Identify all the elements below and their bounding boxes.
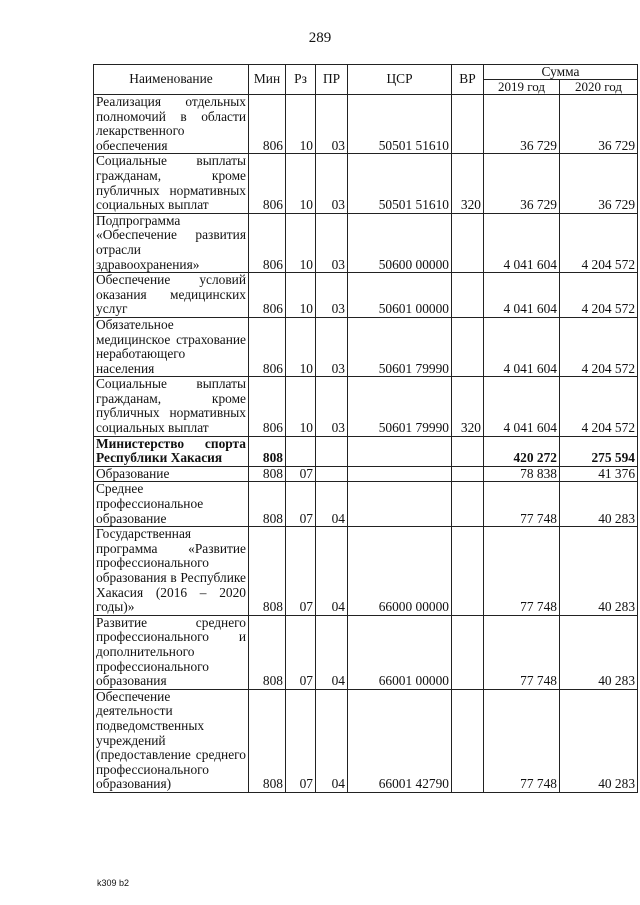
row-pr-cell: 03 [316, 273, 348, 318]
row-pr-cell: 04 [316, 689, 348, 792]
row-vr-cell [452, 615, 484, 689]
row-pr-cell [316, 436, 348, 466]
row-pr-cell: 04 [316, 527, 348, 616]
row-vr-cell: 320 [452, 154, 484, 213]
row-name-cell: Образование [94, 466, 249, 482]
table-row [94, 154, 638, 213]
row-csr-cell: 66000 00000 [348, 527, 452, 616]
row-csr-cell [348, 466, 452, 482]
row-rz-cell: 07 [286, 482, 316, 527]
header-year-2020: 2020 год [560, 80, 638, 95]
header-sum: Сумма [484, 65, 638, 80]
row-sum-2019-cell: 4 041 604 [484, 317, 560, 376]
row-pr-cell: 04 [316, 615, 348, 689]
row-sum-2020-cell: 4 204 572 [560, 317, 638, 376]
table-row [94, 377, 638, 436]
row-rz-cell: 10 [286, 213, 316, 272]
row-min-cell: 806 [249, 95, 286, 154]
header-year-2019: 2019 год [484, 80, 560, 95]
row-sum-2019-cell: 4 041 604 [484, 273, 560, 318]
table-body [94, 95, 638, 793]
row-csr-cell: 50601 79990 [348, 377, 452, 436]
row-pr-cell: 03 [316, 95, 348, 154]
row-name-cell: Реализация отдельных полномочий в области лекарственного обеспечения [94, 95, 249, 154]
row-pr-cell: 04 [316, 482, 348, 527]
table-row [94, 482, 638, 527]
budget-table [93, 64, 638, 793]
row-vr-cell: 320 [452, 377, 484, 436]
row-rz-cell: 10 [286, 317, 316, 376]
row-sum-2020-cell: 40 283 [560, 482, 638, 527]
row-name-cell: Социальные выплаты гражданам, кроме публичных нормативных социальных выплат [94, 377, 249, 436]
row-csr-cell: 66001 42790 [348, 689, 452, 792]
header-name: Наименование [94, 65, 249, 95]
row-sum-2020-cell: 275 594 [560, 436, 638, 466]
header-pr: ПР [316, 65, 348, 95]
row-vr-cell [452, 436, 484, 466]
row-sum-2020-cell: 4 204 572 [560, 273, 638, 318]
row-csr-cell: 66001 00000 [348, 615, 452, 689]
page-number: 289 [308, 30, 332, 46]
table-row [94, 615, 638, 689]
row-vr-cell [452, 527, 484, 616]
row-min-cell: 806 [249, 154, 286, 213]
table-row [94, 273, 638, 318]
header-rz: Рз [286, 65, 316, 95]
table-row [94, 527, 638, 616]
row-min-cell: 808 [249, 689, 286, 792]
row-sum-2019-cell: 36 729 [484, 154, 560, 213]
row-sum-2020-cell: 4 204 572 [560, 377, 638, 436]
row-min-cell: 808 [249, 527, 286, 616]
row-sum-2020-cell: 36 729 [560, 95, 638, 154]
row-csr-cell: 50601 00000 [348, 273, 452, 318]
row-rz-cell [286, 436, 316, 466]
table-row [94, 466, 638, 482]
row-min-cell: 808 [249, 466, 286, 482]
row-rz-cell: 07 [286, 527, 316, 616]
row-name-cell: Государственная программа «Развитие профессионального образования в Республике Хакасия (2016 – 2020 годы)» [94, 527, 249, 616]
row-name-cell: Среднее профессиональное образование [94, 482, 249, 527]
row-pr-cell: 03 [316, 154, 348, 213]
row-csr-cell: 50600 00000 [348, 213, 452, 272]
row-name-cell: Обеспечение деятельности подведомственных учреждений (предоставление среднего профессионального образования) [94, 689, 249, 792]
row-sum-2020-cell: 40 283 [560, 527, 638, 616]
row-sum-2019-cell: 4 041 604 [484, 213, 560, 272]
row-min-cell: 806 [249, 213, 286, 272]
row-vr-cell [452, 466, 484, 482]
row-sum-2019-cell: 4 041 604 [484, 377, 560, 436]
row-sum-2019-cell: 77 748 [484, 482, 560, 527]
row-vr-cell [452, 213, 484, 272]
row-name-cell: Развитие среднего профессионального и дополнительного профессионального образования [94, 615, 249, 689]
header-vr: ВР [452, 65, 484, 95]
row-min-cell: 808 [249, 482, 286, 527]
row-rz-cell: 10 [286, 95, 316, 154]
header-csr: ЦСР [348, 65, 452, 95]
row-min-cell: 808 [249, 615, 286, 689]
row-csr-cell [348, 436, 452, 466]
row-sum-2019-cell: 77 748 [484, 527, 560, 616]
row-min-cell: 808 [249, 436, 286, 466]
row-vr-cell [452, 95, 484, 154]
row-sum-2020-cell: 40 283 [560, 615, 638, 689]
row-rz-cell: 07 [286, 615, 316, 689]
row-rz-cell: 07 [286, 689, 316, 792]
row-rz-cell: 07 [286, 466, 316, 482]
row-pr-cell: 03 [316, 213, 348, 272]
row-sum-2019-cell: 77 748 [484, 615, 560, 689]
table-row [94, 689, 638, 792]
table-row [94, 436, 638, 466]
footer-code: k309 b2 [97, 878, 130, 888]
row-sum-2020-cell: 4 204 572 [560, 213, 638, 272]
row-min-cell: 806 [249, 273, 286, 318]
table-row [94, 95, 638, 154]
header-min: Мин [249, 65, 286, 95]
row-sum-2020-cell: 40 283 [560, 689, 638, 792]
row-csr-cell: 50601 79990 [348, 317, 452, 376]
row-csr-cell [348, 482, 452, 527]
row-vr-cell [452, 482, 484, 527]
row-min-cell: 806 [249, 377, 286, 436]
row-csr-cell: 50501 51610 [348, 154, 452, 213]
row-name-cell: Министерство спорта Республики Хакасия [94, 436, 249, 466]
row-sum-2019-cell: 420 272 [484, 436, 560, 466]
row-name-cell: Обязательное медицинское страхование неработающего населения [94, 317, 249, 376]
table-row [94, 213, 638, 272]
row-pr-cell: 03 [316, 317, 348, 376]
row-sum-2019-cell: 77 748 [484, 689, 560, 792]
row-rz-cell: 10 [286, 273, 316, 318]
row-rz-cell: 10 [286, 377, 316, 436]
row-name-cell: Обеспечение условий оказания медицинских услуг [94, 273, 249, 318]
row-csr-cell: 50501 51610 [348, 95, 452, 154]
row-sum-2019-cell: 78 838 [484, 466, 560, 482]
row-sum-2019-cell: 36 729 [484, 95, 560, 154]
row-name-cell: Социальные выплаты гражданам, кроме публичных нормативных социальных выплат [94, 154, 249, 213]
row-name-cell: Подпрограмма «Обеспечение развития отрасли здравоохранения» [94, 213, 249, 272]
row-min-cell: 806 [249, 317, 286, 376]
row-vr-cell [452, 273, 484, 318]
row-sum-2020-cell: 41 376 [560, 466, 638, 482]
row-sum-2020-cell: 36 729 [560, 154, 638, 213]
row-vr-cell [452, 689, 484, 792]
row-pr-cell: 03 [316, 377, 348, 436]
row-rz-cell: 10 [286, 154, 316, 213]
row-vr-cell [452, 317, 484, 376]
table-row [94, 317, 638, 376]
row-pr-cell [316, 466, 348, 482]
